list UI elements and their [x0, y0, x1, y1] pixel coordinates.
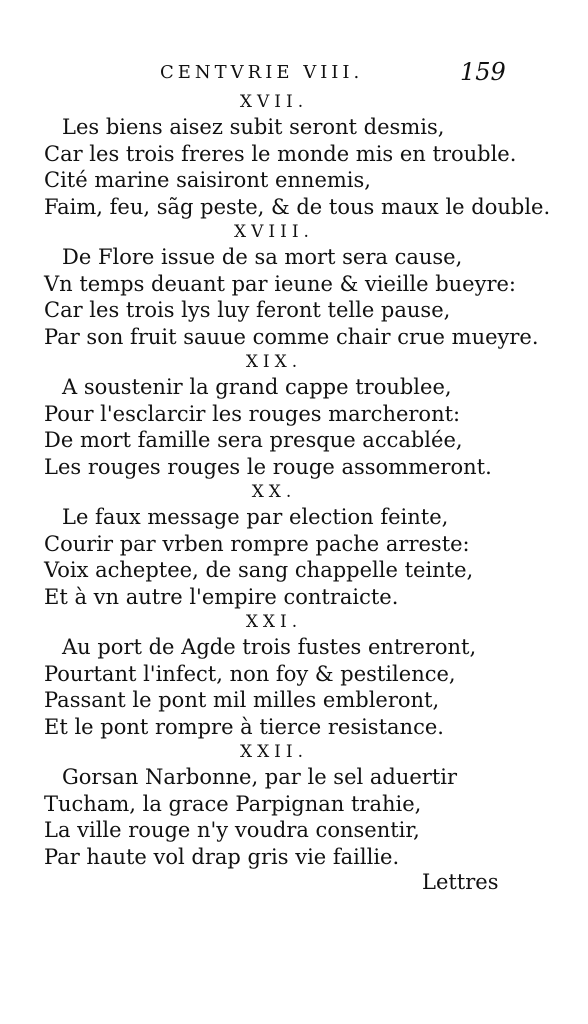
verse-line: De mort famille sera presque accablée,: [44, 428, 463, 452]
verse-line: Pourtant l'infect, non foy & pestilence,: [44, 661, 456, 686]
verse-line: Pour l'esclarcir les rouges marcheront:: [44, 401, 461, 426]
verse-line: Par haute vol drap gris vie faillie.: [44, 844, 400, 869]
verse-line: Car les trois lys luy feront telle pause,: [44, 298, 451, 322]
quatrain-number: XXII.: [239, 742, 309, 762]
verse-line: La ville rouge n'y voudra consentir,: [44, 818, 420, 842]
verse-line: Et à vn autre l'empire contraicte.: [44, 584, 399, 609]
verse-line: Faim, feu, sãg peste, & de tous maux le double.: [44, 194, 551, 219]
verse-line: Passant le pont mil milles embleront,: [44, 688, 440, 712]
verse-line: Les biens aisez subit seront desmis,: [62, 115, 445, 139]
verse-line: Par son fruit sauue comme chair crue mueyre.: [44, 324, 539, 349]
running-header: CENTVRIE VIII.: [160, 62, 364, 83]
quatrain-number: XIX.: [245, 352, 303, 372]
verse-line: Le faux message par election feinte,: [62, 505, 449, 529]
verse-line: Les rouges rouges le rouge assommeront.: [44, 454, 492, 479]
verse-line: A soustenir la grand cappe troublee,: [62, 375, 452, 399]
quatrain: [44, 740, 564, 870]
verse-line: Tucham, la grace Parpignan trahie,: [44, 791, 422, 816]
verse-line: Vn temps deuant par ieune & vieille bueyre:: [44, 271, 516, 296]
quatrain: [44, 350, 564, 480]
quatrain-number: XX.: [251, 482, 297, 502]
quatrain-list: [44, 90, 564, 870]
quatrain: [44, 610, 564, 740]
verse-line: Voix acheptee, de sang chappelle teinte,: [44, 558, 474, 582]
quatrain: [44, 90, 564, 220]
verse-line: Et le pont rompre à tierce resistance.: [44, 714, 444, 739]
quatrain-number: XVII.: [239, 92, 309, 112]
quatrain: [44, 480, 564, 610]
verse-line: Cité marine saisiront ennemis,: [44, 168, 371, 192]
verse-line: De Flore issue de sa mort sera cause,: [62, 245, 463, 269]
verse-line: Courir par vrben rompre pache arreste:: [44, 531, 470, 556]
quatrain: [44, 220, 564, 350]
verse-line: Gorsan Narbonne, par le sel aduertir: [62, 765, 458, 789]
verse-line: Au port de Agde trois fustes entreront,: [62, 635, 477, 659]
page-number: 159: [460, 58, 506, 86]
quatrain-number: XVIII.: [234, 222, 314, 242]
catchword: Lettres: [422, 870, 499, 894]
quatrain-number: XXI.: [245, 612, 303, 632]
verse-line: Car les trois freres le monde mis en trouble.: [44, 141, 517, 166]
